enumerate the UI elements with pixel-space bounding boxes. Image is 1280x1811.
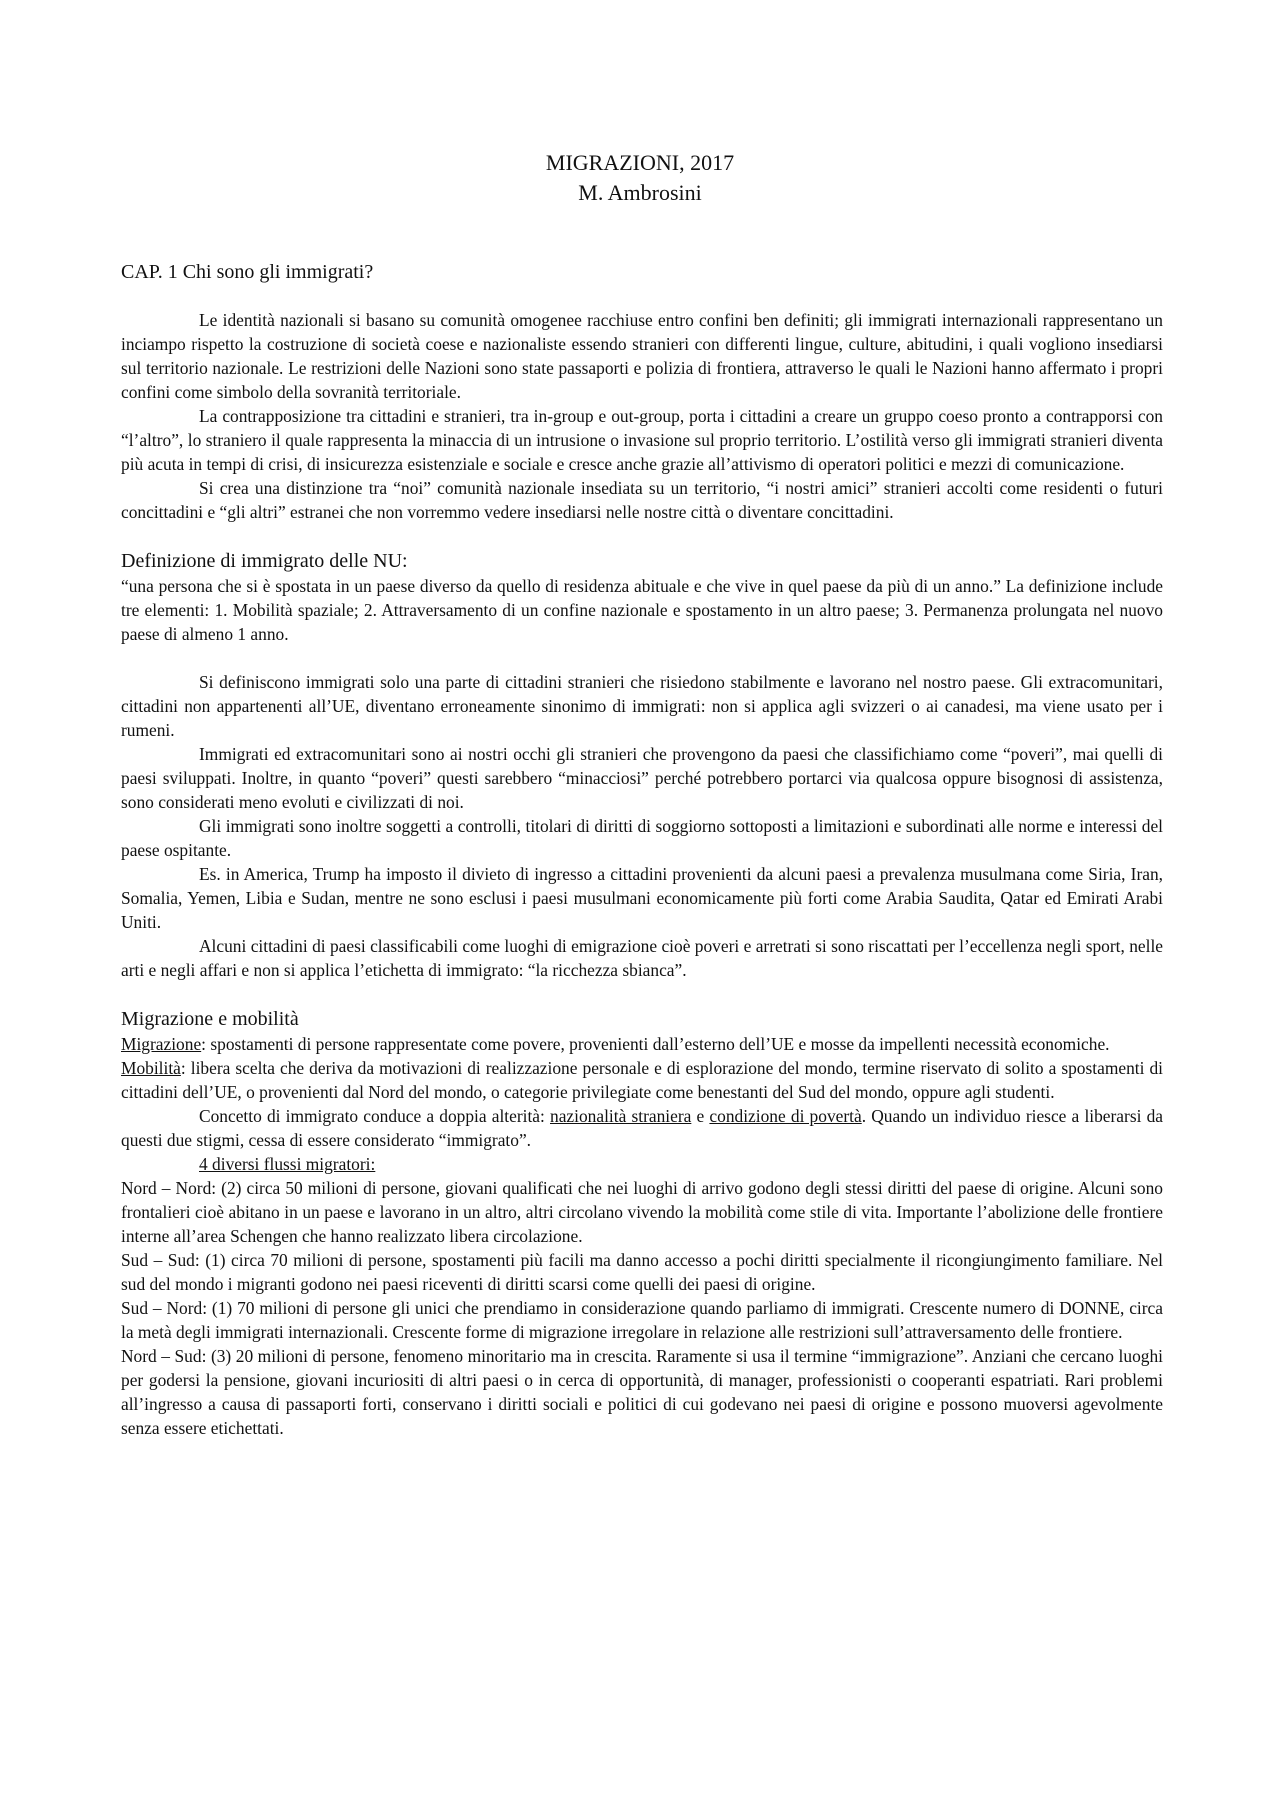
intro-paragraph: Si crea una distinzione tra “noi” comunità nazionale insediata su un territorio, “i nostri amici” stranieri accolti come residenti o futuri concittadini e “gli altri” estranei che non vorremmo vedere insediarsi nelle nostre città o diventare concittadini.: [121, 478, 1163, 522]
flow-paragraph: Sud – Nord: (1) 70 milioni di persone gli unici che prendiamo in considerazione quando parliamo di immigrati. Crescente numero di DONNE, circa la metà degli immigrati internazionali. Crescente forme di migrazione irregolare in relazione alle restrizioni sull’attraversamento delle frontiere.: [121, 1298, 1163, 1342]
concept-text: . Quando un individuo riesce a liberarsi da questi due stigmi, cessa di essere considerato “immigrato”.: [121, 1106, 1163, 1150]
document-author: M. Ambrosini: [578, 180, 702, 205]
mobility-heading: Migrazione e mobilità: [121, 1008, 299, 1030]
concept-term-poverty: condizione di povertà: [709, 1106, 862, 1126]
document-title: MIGRAZIONI, 2017: [545, 150, 735, 175]
concept-text: Concetto di immigrato conduce a doppia alterità:: [199, 1106, 551, 1126]
migration-term: Migrazione: [121, 1034, 202, 1054]
intro-paragraph: Le identità nazionali si basano su comunità omogenee racchiuse entro confini ben definiti; gli immigrati internazionali rappresentano un inciampo rispetto la costruzione di società coese e nazionaliste essendo stranieri con differenti lingue, culture, abitudini, i quali vogliono insediarsi sul territorio nazionale. Le restrizioni delle Nazioni sono state passaporti e polizia di frontiera, attraverso le quali le Nazioni hanno affermato i propri confini come simbolo della sovranità territoriale.: [121, 310, 1163, 402]
migration-definition: [121, 1032, 1163, 1056]
body-paragraph: Gli immigrati sono inoltre soggetti a controlli, titolari di diritti di soggiorno sottoposti a limitazioni e subordinati alle norme e interessi del paese ospitante.: [121, 816, 1163, 860]
spacer: [121, 646, 1163, 670]
mobility-text: : libera scelta che deriva da motivazioni di realizzazione personale e di esplorazione del mondo, termine riservato di solito a spostamenti di cittadini dell’UE, o provenienti dal Nord del mondo, o categorie privilegiate come benestanti del Sud del mondo, oppure agli studenti.: [121, 1058, 1163, 1102]
migration-text: : spostamenti di persone rappresentate come povere, provenienti dall’esterno dell’UE e mosse da impellenti necessità economiche.: [201, 1034, 1110, 1054]
concept-term-nationality: nazionalità straniera: [550, 1106, 692, 1126]
title-block: [0, 148, 1280, 208]
flow-paragraph: Sud – Sud: (1) circa 70 milioni di persone, spostamenti più facili ma danno accesso a pochi diritti specialmente il ricongiungimento familiare. Nel sud del mondo i migranti godono nei paesi riceventi di diritti scarsi come quelli dei paesi di origine.: [121, 1250, 1163, 1294]
concept-text: e: [691, 1106, 710, 1126]
concept-paragraph: [121, 1104, 1163, 1152]
intro-paragraph: La contrapposizione tra cittadini e stranieri, tra in-group e out-group, porta i cittadini a creare un gruppo coeso pronto a contrapporsi con “l’altro”, lo straniero il quale rappresenta la minaccia di un intrusione o invasione sul proprio territorio. L’ostilità verso gli immigrati stranieri diventa più acuta in tempi di crisi, di insicurezza esistenziale e sociale e cresce anche grazie all’attivismo di operatori politici e mezzi di comunicazione.: [121, 406, 1163, 474]
flows-label: 4 diversi flussi migratori:: [199, 1154, 376, 1174]
body-paragraph: Immigrati ed extracomunitari sono ai nostri occhi gli stranieri che provengono da paesi che classifichiamo come “poveri”, mai quelli di paesi sviluppati. Inoltre, in quanto “poveri” questi sarebbero “minacciosi” perché potrebbero portarci via qualcosa oppure bisognosi di assistenza, sono considerati meno evoluti e civilizzati di noi.: [121, 744, 1163, 812]
body-paragraph: Es. in America, Trump ha imposto il divieto di ingresso a cittadini provenienti da alcuni paesi a prevalenza musulmana come Siria, Iran, Somalia, Yemen, Libia e Sudan, mentre ne sono esclusi i paesi musulmani economicamente più forti come Arabia Saudita, Qatar ed Emirati Arabi Uniti.: [121, 864, 1163, 932]
mobility-definition: [121, 1056, 1163, 1104]
chapter-heading: CAP. 1 Chi sono gli immigrati?: [121, 261, 374, 283]
document-body: [121, 258, 1163, 1440]
body-paragraph: Si definiscono immigrati solo una parte di cittadini stranieri che risiedono stabilmente e lavorano nel nostro paese. Gli extracomunitari, cittadini non appartenenti all’UE, diventano erroneamente sinonimo di immigrati: non si applica agli svizzeri o ai canadesi, ma viene usato per i rumeni.: [121, 672, 1163, 740]
definition-heading: Definizione di immigrato delle NU:: [121, 550, 408, 572]
definition-text: “una persona che si è spostata in un paese diverso da quello di residenza abituale e che vive in quel paese da più di un anno.” La definizione include tre elementi: 1. Mobilità spaziale; 2. Attraversamento di un confine nazionale e spostamento in un altro paese; 3. Permanenza prolungata nel nuovo paese di almeno 1 anno.: [121, 576, 1163, 644]
mobility-term: Mobilità: [121, 1058, 181, 1078]
flow-paragraph: Nord – Nord: (2) circa 50 milioni di persone, giovani qualificati che nei luoghi di arrivo godono degli stessi diritti del paese di origine. Alcuni sono frontalieri cioè abitano in un paese e lavorano in un altro, altri circolano vivendo la mobilità come stile di vita. Importante l’abolizione delle frontiere interne all’area Schengen che hanno realizzato libera circolazione.: [121, 1178, 1163, 1246]
body-paragraph: Alcuni cittadini di paesi classificabili come luoghi di emigrazione cioè poveri e arretrati si sono riscattati per l’eccellenza negli sport, nelle arti e negli affari e non si applica l’etichetta di immigrato: “la ricchezza sbianca”.: [121, 936, 1163, 980]
flow-paragraph: Nord – Sud: (3) 20 milioni di persone, fenomeno minoritario ma in crescita. Raramente si usa il termine “immigrazione”. Anziani che cercano luoghi per godersi la pensione, giovani incuriositi di altri paesi o in cerca di opportunità, di manager, professionisti o cooperanti espatriati. Rari problemi all’ingresso a causa di passaporti forti, conservano i diritti sociali e politici di cui godevano nei paesi di origine e possono muoversi agevolmente senza essere etichettati.: [121, 1346, 1163, 1438]
